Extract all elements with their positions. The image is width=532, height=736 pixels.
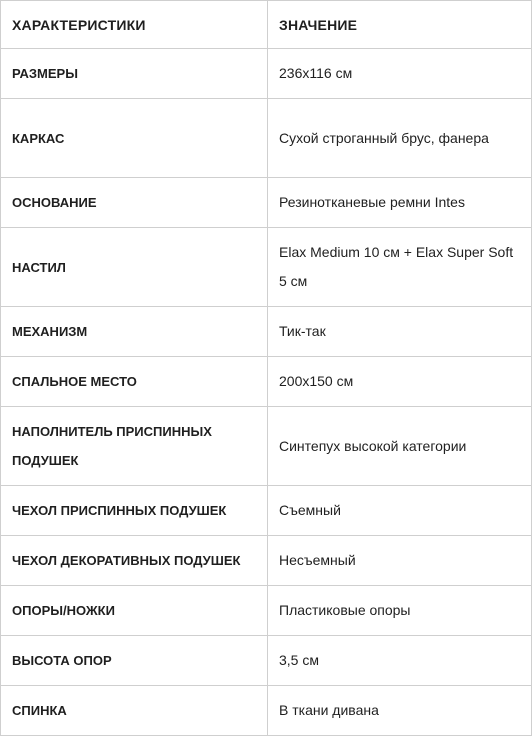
table-row (1, 686, 532, 736)
row-key: СПАЛЬНОЕ МЕСТО (1, 357, 268, 407)
row-value: 200x150 см (268, 357, 532, 407)
row-key: НАПОЛНИТЕЛЬ ПРИСПИННЫХ ПОДУШЕК (1, 407, 268, 486)
row-key: ОПОРЫ/НОЖКИ (1, 586, 268, 636)
row-value: Сухой строганный брус, фанера (268, 99, 532, 178)
row-value: Elax Medium 10 см + Elax Super Soft 5 см (268, 228, 532, 307)
table-row (1, 307, 532, 357)
row-key: РАЗМЕРЫ (1, 49, 268, 99)
row-key: ОСНОВАНИЕ (1, 178, 268, 228)
row-value: В ткани дивана (268, 686, 532, 736)
row-value: Пластиковые опоры (268, 586, 532, 636)
row-value: 236x116 см (268, 49, 532, 99)
table-row (1, 407, 532, 486)
table-row (1, 49, 532, 99)
table-row (1, 486, 532, 536)
header-characteristics: ХАРАКТЕРИСТИКИ (1, 1, 268, 49)
row-key: КАРКАС (1, 99, 268, 178)
table-row (1, 586, 532, 636)
table-row (1, 178, 532, 228)
table-header-row (1, 1, 532, 49)
row-key: ВЫСОТА ОПОР (1, 636, 268, 686)
row-key: ЧЕХОЛ ПРИСПИННЫХ ПОДУШЕК (1, 486, 268, 536)
row-key: СПИНКА (1, 686, 268, 736)
row-key: НАСТИЛ (1, 228, 268, 307)
table-row (1, 228, 532, 307)
header-value: ЗНАЧЕНИЕ (268, 1, 532, 49)
table-row (1, 99, 532, 178)
row-value: Съемный (268, 486, 532, 536)
table-row (1, 636, 532, 686)
row-value: Резинотканевые ремни Intes (268, 178, 532, 228)
row-value: 3,5 см (268, 636, 532, 686)
row-value: Тик-так (268, 307, 532, 357)
table-row (1, 536, 532, 586)
row-value: Несъемный (268, 536, 532, 586)
table-row (1, 357, 532, 407)
row-key: МЕХАНИЗМ (1, 307, 268, 357)
row-key: ЧЕХОЛ ДЕКОРАТИВНЫХ ПОДУШЕК (1, 536, 268, 586)
row-value: Синтепух высокой категории (268, 407, 532, 486)
